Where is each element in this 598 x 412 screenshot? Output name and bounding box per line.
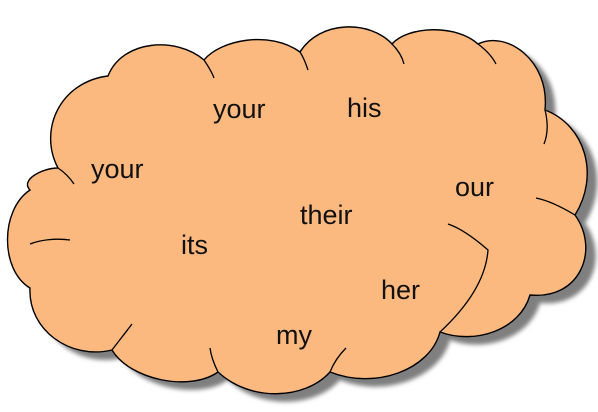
word-her: her — [381, 275, 421, 305]
word-my: my — [276, 320, 312, 350]
word-his: his — [347, 93, 382, 123]
word-our: our — [455, 172, 495, 202]
word-your-left: your — [91, 154, 144, 184]
word-your-top: your — [213, 94, 266, 124]
word-their: their — [300, 200, 353, 230]
word-its: its — [181, 230, 208, 260]
